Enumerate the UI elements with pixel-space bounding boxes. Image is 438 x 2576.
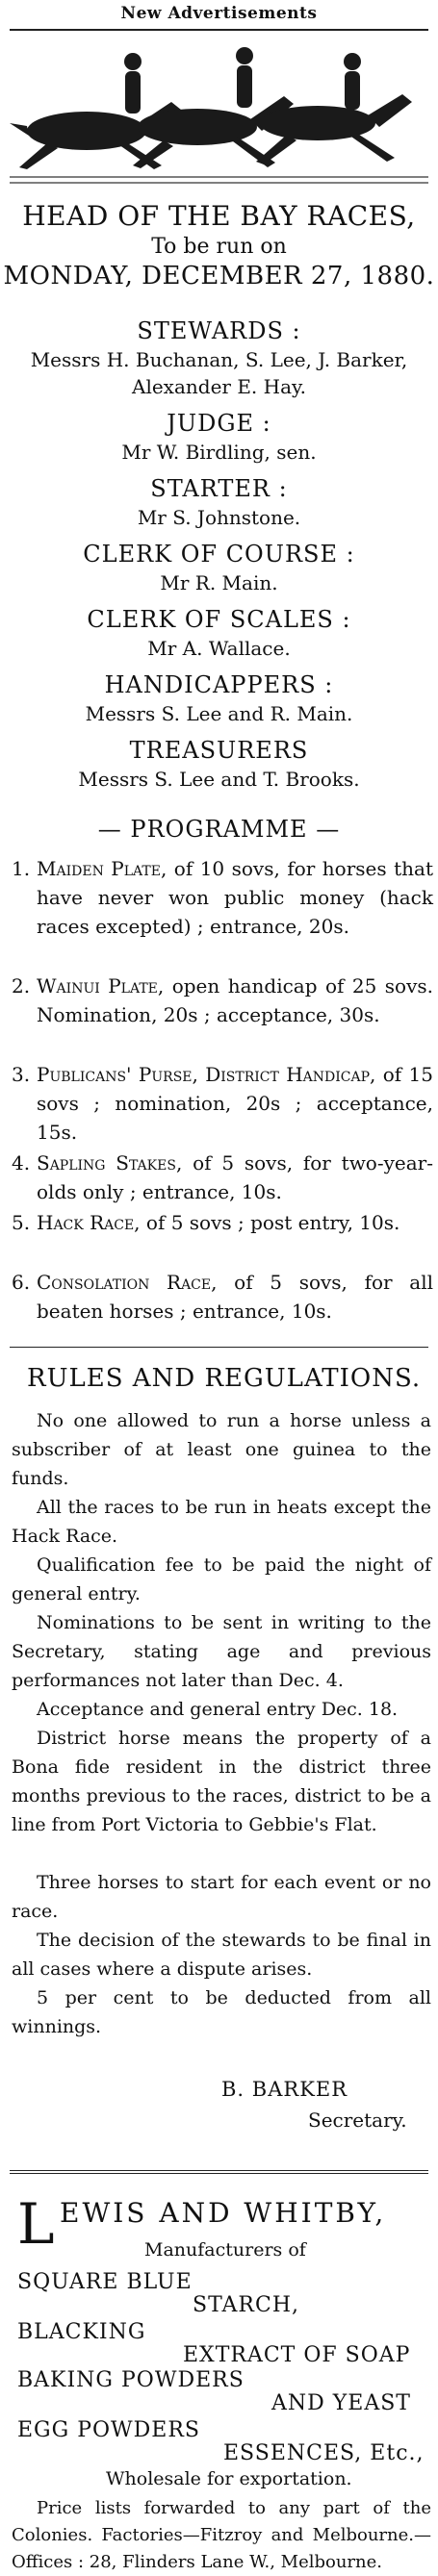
divider-rule	[10, 1347, 428, 1348]
header-rule	[10, 29, 428, 31]
stewards-line-1: Messrs H. Buchanan, S. Lee, J. Barker,	[30, 348, 408, 371]
race-details: of 5 sovs, for two-year-olds only ; entrance, 10s.	[37, 1151, 433, 1203]
product-extract-of-soap: EXTRACT OF SOAP	[183, 2343, 411, 2367]
race-details: of 5 sovs ; post entry, 10s.	[140, 1211, 400, 1234]
treasurers-names: Messrs S. Lee and T. Brooks.	[78, 768, 360, 791]
manufacturers-text: Manufacturers of	[144, 2239, 306, 2260]
race-details: of 15 sovs ; nomination, 20s ; acceptance, 15s.	[37, 1063, 434, 1144]
starter-name: Mr S. Johnstone.	[137, 506, 301, 529]
racehorses-illustration	[10, 35, 428, 189]
rule-paragraph-7: Three horses to start for each event or no race.	[12, 1872, 431, 1922]
product-square-blue: SQUARE BLUE	[17, 2270, 193, 2294]
treasurers-heading: TREASURERS	[129, 737, 309, 764]
lewis-initial-letter: L	[17, 2191, 55, 2257]
ad-separator-rule	[10, 2170, 428, 2174]
race-name: Maiden Plate,	[37, 857, 167, 880]
programme-item-number: 5.	[12, 1211, 31, 1234]
rule-paragraph-2: All the races to be run in heats except the Hack Race.	[12, 1497, 431, 1547]
run-on-text: To be run on	[151, 235, 287, 259]
product-egg-powders: EGG POWDERS	[17, 2418, 200, 2442]
rule-paragraph-6: District horse means the property of a Bona fide resident in the district three months previous to the races, district to be a line from Port Victoria to Gebbie's Flat.	[12, 1728, 431, 1835]
price-lists-text: Price lists forwarded to any part of the Colonies. Factories—Fitzroy and Melbourne.—Offices : 28, Flinders Lane W., Melbourne.	[12, 2498, 431, 2572]
judge-name: Mr W. Birdling, sen.	[121, 441, 317, 464]
programme-item-number: 1.	[12, 857, 31, 880]
race-name: Consolation Race,	[37, 1271, 218, 1294]
stewards-heading: STEWARDS :	[137, 317, 301, 344]
race-name: Wainui Plate,	[37, 974, 165, 998]
clerk-course-name: Mr R. Main.	[160, 571, 278, 594]
starter-heading: STARTER :	[150, 475, 288, 502]
signature-name: B. BARKER	[221, 2078, 348, 2101]
lewis-whitby-name: EWIS AND WHITBY,	[60, 2197, 387, 2229]
race-date: MONDAY, DECEMBER 27, 1880.	[3, 262, 435, 290]
product-and-yeast: AND YEAST	[271, 2391, 411, 2415]
rules-heading: RULES AND REGULATIONS.	[27, 1364, 422, 1393]
rule-paragraph-1: No one allowed to run a horse unless a subscriber of at least one guinea to the funds.	[12, 1410, 431, 1489]
signature-title: Secretary.	[308, 2109, 407, 2132]
rule-paragraph-4: Nominations to be sent in writing to the Secretary, stating age and previous performances not later than Dec. 4.	[12, 1612, 431, 1691]
programme-heading: — PROGRAMME —	[97, 816, 341, 843]
race-details: open handicap of 25 sovs. Nomination, 20s ; acceptance, 30s.	[37, 974, 433, 1026]
handicappers-heading: HANDICAPPERS :	[104, 671, 334, 698]
product-starch: STARCH,	[193, 2293, 300, 2317]
judge-heading: JUDGE :	[167, 410, 271, 437]
product-blacking: BLACKING	[17, 2320, 146, 2344]
clerk-scales-heading: CLERK OF SCALES :	[87, 606, 351, 633]
rule-paragraph-9: 5 per cent to be deducted from all winnings.	[12, 1987, 431, 2037]
programme-item-number: 3.	[12, 1063, 31, 1086]
race-title: HEAD OF THE BAY RACES,	[22, 200, 416, 232]
programme-item-number: 6.	[12, 1271, 31, 1294]
race-details: of 10 sovs, for horses that have never won public money (hack races excepted) ; entrance, 20s.	[37, 857, 433, 938]
section-title: New Advertisements	[120, 4, 318, 23]
rule-paragraph-3: Qualification fee to be paid the night of general entry.	[12, 1554, 431, 1604]
clerk-course-heading: CLERK OF COURSE :	[83, 541, 355, 568]
handicappers-names: Messrs S. Lee and R. Main.	[85, 702, 353, 725]
stewards-line-2: Alexander E. Hay.	[132, 375, 306, 398]
race-name: Sapling Stakes,	[37, 1151, 183, 1174]
product-essences: ESSENCES, Etc.,	[223, 2441, 425, 2465]
programme-item-number: 2.	[12, 974, 31, 998]
product-baking-powders: BAKING POWDERS	[17, 2368, 245, 2392]
wholesale-text: Wholesale for exportation.	[106, 2468, 352, 2489]
race-name: Publicans' Purse, District Handicap,	[37, 1063, 376, 1086]
rule-paragraph-5: Acceptance and general entry Dec. 18.	[37, 1699, 399, 1720]
race-name: Hack Race,	[37, 1211, 141, 1234]
rule-paragraph-8: The decision of the stewards to be final in all cases where a dispute arises.	[12, 1930, 431, 1980]
programme-item-number: 4.	[12, 1151, 31, 1174]
clerk-scales-name: Mr A. Wallace.	[147, 637, 291, 660]
race-details: of 5 sovs, for all beaten horses ; entrance, 10s.	[37, 1271, 433, 1323]
